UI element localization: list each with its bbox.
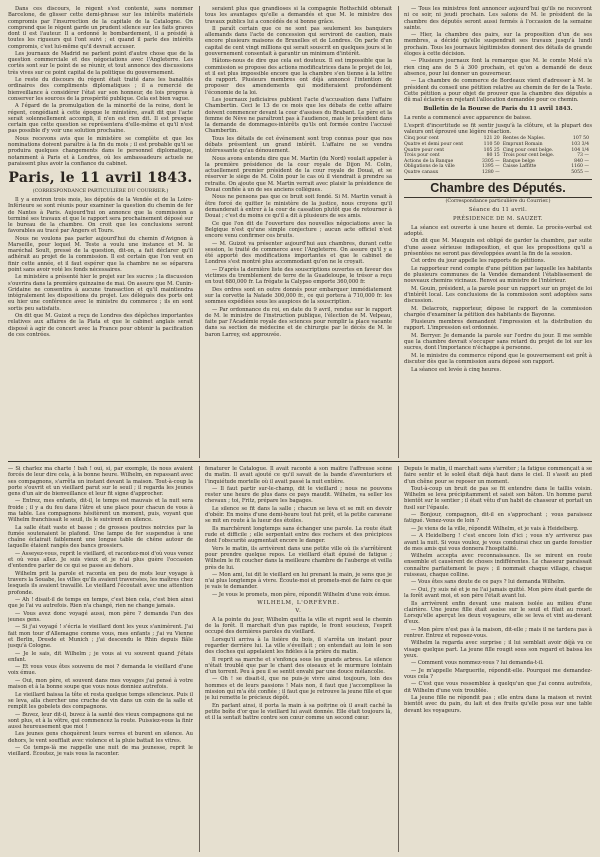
bourse-security-name: Cinq pour cent (404, 136, 439, 142)
bourse-quote: 1160 — (571, 164, 589, 170)
column-divider (398, 466, 399, 852)
bourse-quote: 73 — (577, 153, 589, 159)
col2-paragraph: — Par ordonnance du roi, en date du 9 avril, rendue sur le rapport de M. le ministre de l'instruction publique, l'élection de M. Velpeau, faite par l'Académie royale des sciences pour remplir la place vacante dans sa section de médecine et de chirurgie par le décès de M. le baron Larrey, est approuvée. (205, 306, 392, 338)
col1-paragraph: Nous recevons avis que le ministère se complète et que les nominations doivent paraître à la fin du mois ; il est probable qu'il se produira quelques changements dans le personnel diplomatique, notamment à Paris et à Londres, où les ambassadeurs actuels ne paraissent plus avoir la confiance du cabinet. (8, 135, 193, 167)
feuilleton-paragraph: — A Heidelberg ! c'est encore loin d'ici ; vous n'y arriverez pas avant la nuit. Si vous voulez, je vous conduirai chez un garde forestier de mes amis qui vous donnera l'hospitalité. (404, 533, 592, 552)
feuilleton-column-1 (8, 466, 193, 852)
bourse-security-name: Cinq pour cent belge. (502, 147, 554, 153)
bourse-quote: 1280 — (481, 170, 500, 175)
bourse-note: L'esprit d'incertitude se fit sentir jusqu'à la clôture, et la plupart des valeurs ont éprouvé une légère réaction. (404, 122, 592, 135)
col3-paragraph: La séance est ouverte à une heure et demie. Le procès-verbal est adopté. (404, 224, 592, 237)
bourse-security-name (503, 170, 567, 176)
feuilleton-paragraph: Vers le matin, ils arrivèrent dans une petite ville où ils s'arrêtèrent pour prendre quelque repos. Le vieillard était épuisé de fatigue ; Wilhelm le fit coucher dans la meilleure chambre de l'auberge et veilla près de lui. (205, 545, 392, 571)
bourse-quote: 110 50 (483, 142, 500, 148)
bourse-security-name: Quatre pour cent (404, 147, 445, 153)
feuilleton-paragraph: En parlant ainsi, il porta la main à sa poitrine où il avait caché la petite boîte d'or que le vieillard lui avait donnée. Elle était toujours là, et il la sentait battre contre son cœur comme un second cœur. (205, 702, 392, 722)
chapter-number: V. (295, 608, 302, 615)
feuilleton-paragraph: Wilhelm la regarda avec surprise ; il lui semblait avoir déjà vu ce visage quelque part. La jeune fille rougit sous son regard et baissa les yeux. (404, 640, 592, 659)
bourse-security-name: Actions de la Banque (404, 158, 454, 164)
feuilleton-paragraph: — Si j'ai voyagé ! s'écria le vieillard dont les yeux s'animèrent. J'ai fait mon tour d'Allemagne comme vous, mes enfants ; j'ai vu Vienne et Berlin, Dresde et Munich ; j'ai descendu le Rhin depuis Bâle jusqu'à Cologne. (8, 624, 193, 650)
bourse-security-name: Banque belge (502, 158, 535, 164)
feuilleton-paragraph: — Buvez, leur dit-il, buvez à la santé des vieux compagnons qui ne sont plus, et à la vôtre, qui commencez la route. Puissiez-vous la finir aussi heureusement que moi ! (8, 711, 193, 730)
chambre-heading: Chambre des Députés. (404, 179, 592, 198)
feuilleton-paragraph: — Il faut partir sur-le-champ, dit le vieillard ; nous ne pouvons rester une heure de plus dans ce pays maudit. Wilhelm, va seller les chevaux ; toi, Fritz, prépare les bagages. (205, 485, 392, 505)
column-2 (205, 6, 392, 458)
feuilleton-paragraph: — Comment vous nommez-vous ? lui demanda-t-il. (411, 660, 544, 667)
feuilleton-paragraph: A la pointe du jour, Wilhelm quitta la ville et reprit seul le chemin de la forêt. Il marchait d'un pas rapide, le front soucieux, l'esprit occupé des dernières paroles du vieillard. (205, 616, 392, 636)
feuilleton-paragraph: — Je vous le promets, mon père, répondit Wilhelm d'une voix émue. (212, 591, 391, 598)
feuilleton-paragraph: — Asseyez-vous, reprit le vieillard, et racontez-moi d'où vous venez et où vous allez. Je suis vieux et je n'ai plus guère l'occasion d'entendre parler de ce qui se passe au dehors. (8, 550, 193, 570)
bourse-quote: 103 3/4 (571, 142, 589, 148)
bourse-row (404, 170, 592, 176)
feuilleton-paragraph: — Si charlez ma charte ! bah ! oui, si, par exemple, ils nous avaient forcés de leur dire cela, à la bonne heure. Wilhelm, en repassant avec ses compagnons, s'arrêta un instant devant la maison. Tout-à-coup la porte s'ouvrit et un vieillard parut sur le seuil ; il regarda les jeunes gens d'un air de bienveillance et leur fit signe d'approcher. (8, 466, 193, 497)
col3-paragraph: On dit que M. Mauguin est obligé de garder la chambre, par suite d'une assez sérieuse indisposition, et que les propositions qu'il a présentées ne seront pas développées avant la fin de la session. (404, 238, 592, 257)
feuilleton-paragraph: Les jeunes gens choquèrent leurs verres et burent en silence. Au dehors, le vent soufflait avec violence et la pluie battait les vitres. (8, 731, 193, 744)
bourse-quote: 80 15 (486, 153, 500, 159)
feuilleton-paragraph: Ils marchèrent longtemps sans échanger une parole. La route était rude et difficile ; elle serpentait entre des rochers et des précipices dont l'obscurité augmentait encore le danger. (205, 525, 392, 545)
feuilleton-paragraph: Depuis le matin, il marchait sans s'arrêter ; la fatigue commençait à se faire sentir et le soleil était déjà haut dans le ciel. Il s'assit au pied d'un chêne pour se reposer un moment. (404, 466, 592, 485)
col1-paragraph: Dans ces discours, le régent s'est contenté, sans nommer Barcelone, de glisser cette demi-phrase sur les intérêts matériels compromis par l'insurrection de la capitale de la Catalogne. On comprend que le régent garde un prudent silence sur les faits graves dont il est l'auteur. Il a ordonné le bombardement, il a présidé à toutes les rigueurs qui l'ont suivi ; et quand il parle des intérêts compromis, c'est lui-même qu'il devrait accuser. (8, 6, 193, 50)
column-divider (199, 6, 200, 458)
col2-paragraph: Les journaux judiciaires publient l'acte d'accusation dans l'affaire Chambertin. Ceci le 13 de ce mois que les débats de cette affaire doivent commencer devant la cour d'assises du Brabant. Le père et la femme de Nève ne paraîtront pas à l'audience, mais le président dans la demande de dommages-intérêts qu'ils ont formée contre l'accusé Chambertin. (205, 97, 392, 135)
col3-paragraph: Plusieurs membres demandent l'impression et la distribution du rapport. L'impression est ordonnée. (404, 319, 592, 332)
feuilleton-separator (8, 461, 592, 462)
bourse-security-name: Trois pour cent (404, 153, 440, 159)
feuilleton-paragraph: — Je le sais, dit Wilhelm ; je vous ai vu souvent quand j'étais enfant. (8, 650, 193, 663)
col3-paragraph: M. Delacroix, rapporteur, dépose le rapport de la commission chargée d'examiner la pétition des habitants de Bayonne. (404, 305, 592, 318)
bourse-security-name: Rentes de Naples. (502, 136, 546, 142)
col1-paragraph: A l'égard de la promulgation de la minorité de la reine, dont le régent, congédiant à cette époque le ministère, avait dit que l'acte serait solennellement accompli, il n'en est rien dit. Il est presque certain que cette question se représentera d'elle-même et qu'il n'est pas possible d'y voir une solution prochaine. (8, 103, 193, 135)
col2-paragraph: Nous avons entendu dire que M. Martin (du Nord) voulait appeler à la première présidence de la cour royale de Dijon M. Colin, actuellement premier président de la cour royale de Douai, et se réserver le siège de M. Colin pour le cas où il viendrait à prendre sa retraite. On ajoute que M. Martin verrait avec plaisir la présidence de Douai confiée à un de ses anciens collègues. (205, 155, 392, 193)
feuilleton-column-3 (404, 466, 592, 852)
col2-paragraph: — D'après la dernière liste des souscriptions ouvertes en faveur des victimes du tremblement de terre de la Guadeloupe, le trésor a reçu en tout 680,000 fr. La frégate la Calypso emporte 360,000 fr. (205, 266, 392, 286)
bourse-quote: 5055 — (571, 170, 589, 175)
col1-paragraph: Il y a environ trois mois, les députés de la Vendée et de la Loire-Inférieure se sont réunis pour examiner la question du chemin de fer de Nantes à Paris. Aujourd'hui on annonce que la commission a terminé ses travaux et que le rapport sera prochainement déposé sur le bureau de la chambre. On croit que les conclusions seront favorables au tracé par Angers et Tours. (8, 197, 193, 235)
col3-paragraph: — Plusieurs journaux font la remarque que M. le comte Molé n'a rien cinq ans de 5 à 300 prochain, et qu'on a demandé de deux absence, pour lui donner un gouverneur. (404, 58, 592, 77)
col1-paragraph: On dit que M. Guizot a reçu de Londres des dépêches importantes relatives aux affaires de la Plata et que le cabinet anglais serait disposé à agir de concert avec la France pour obtenir la pacification de ces contrées. (8, 313, 193, 338)
feuilleton-paragraph: La salle était vaste et basse ; de grosses poutres noircies par la fumée soutenaient le plafond. Une lampe de fer suspendue à une chaîne éclairait faiblement une longue table de chêne autour de laquelle étaient rangés des bancs grossiers. (8, 524, 193, 550)
col3-paragraph: M. le ministre du commerce répond que le gouvernement est prêt à discuter dès que la commission aura déposé son rapport. (404, 352, 592, 366)
feuilleton-paragraph: Wilhelm prit la parole et raconta en peu de mots leur voyage à travers la Souabe, les villes qu'ils avaient traversées, les maîtres chez lesquels ils avaient travaillé. Le vieillard l'écoutait avec une attention profonde. (8, 570, 193, 596)
feuilleton-paragraph: — Je viens de la ville, répondit Wilhelm, et je vais à Heidelberg. (411, 525, 579, 532)
feuilleton-paragraph: — Entrez, mes enfants, dit-il, le temps est mauvais et la nuit sera froide ; il y a du feu dans l'âtre et une place pour chacun de vous à ma table. Les compagnons hésitèrent un moment, puis, voyant que Wilhelm franchissait le seuil, ils le suivirent en silence. (8, 498, 193, 524)
feuilleton-paragraph: Il reprit sa marche et s'enfonça sous les grands arbres. Le silence n'était troublé que par le chant des oiseaux et le murmure lointain d'un torrent. Peu à peu il se sentit envahi par une douce mélancolie. (205, 656, 392, 675)
feuilleton-paragraph: Tout-à-coup un bruit de pas se fit entendre dans le taillis voisin. Wilhelm se leva précipitamment et saisit son bâton. Un homme parut bientôt sur le sentier ; il était vêtu d'un habit de chasseur et portait un fusil sur l'épaule. (404, 485, 592, 511)
col3-paragraph: — Tous les ministres font annoncer aujourd'hui qu'ils ne recevront ni ce soir, ni jeudi prochain. Les salons de M. le président de la chambre des députés seront aussi fermés à l'occasion de la semaine sainte. (404, 6, 592, 31)
chambre-session-date: Séance du 11 avril. (468, 206, 528, 213)
feuilleton-paragraph: — Ah ! disait-il de temps en temps, c'est bien cela, c'est bien ainsi que je l'ai vu autrefois. Rien n'a changé, rien ne change jamais. (8, 596, 193, 610)
paris-dateline-sub: (CORRESPONDANCE PARTICULIÈRE DU COURRIER.) (32, 189, 169, 194)
feuilleton-paragraph: — Oui, mon père, et souvent dans mes voyages j'ai pensé à votre maison et à la bonne soupe que vous nous donniez autrefois. (8, 677, 193, 691)
bourse-table (404, 136, 592, 175)
col1-paragraph: Le reste du discours du régent était traité dans les banalités ordinaires des compliments diplomatiques ; il a remercié de bienveillance à considérer l'état sur son honneur, de lois propres à conserver les sources de la prospérité publique. Cela est bien vague. (8, 77, 193, 102)
feuilleton-paragraph: Le silence se fit dans la salle ; chacun se leva et se mit en devoir d'obéir. En moins d'une demi-heure tout fut prêt, et la petite caravane se mit en route à la lueur des étoiles. (205, 505, 392, 525)
feuilleton-paragraph: — Mon ami, lui dit le vieillard en lui prenant la main, je sens que je n'ai plus longtemps à vivre. Écoute-moi et promets-moi de faire ce que je vais te demander. (205, 571, 392, 591)
col3-paragraph: Cet ordre du jour appelle les rapports de pétitions. (411, 258, 546, 265)
feuilleton-paragraph: — Oh ! se disait-il, que ne puis-je vivre ainsi toujours, loin des hommes et de leurs passions ! Mais non, il faut que j'accomplisse la mission qui m'a été confiée ; il faut que je retrouve la jeune fille et que je lui remette le précieux dépôt. (205, 676, 392, 702)
chambre-presidency: PRÉSIDENCE DE M. SAUZET. (453, 215, 543, 222)
feuilleton-paragraph: — Bonjour, compagnon, dit-il en s'approchant ; vous paraissez fatigué. Venez-vous de loin ? (404, 512, 592, 525)
bourse-security-name: Caisse Laffitte (502, 164, 537, 170)
bourse-quote: 104 1/4 (571, 147, 589, 153)
col1-paragraph: Nous ne voulons pas parler aujourd'hui du chemin d'Avignon à Marseille, pour lequel M. Teste a voulu une instance et M. le maréchal Soult, pressé de la question, dit-on, a fait déclarer qu'il adhérait au projet de la commission. Il est certain que l'on veut en finir cette année, et il faut espérer que la chambre ne se séparera point sans avoir voté les fonds nécessaires. (8, 235, 193, 273)
col2-paragraph: Hâtons-nous de dire que cela est douteux. Il est impossible que la commission se propose des actions modificatrices dans le projet de loi, et il est plus impossible encore que la chambre s'en tienne à la lettre du rapport. Plusieurs membres ont déjà annoncé l'intention de proposer des amendements qui modifieraient profondément l'économie de la loi. (205, 58, 392, 96)
feuilleton-paragraph: — Oui, j'y suis né et je ne l'ai jamais quitté. Mon père était garde de la forêt avant moi, et son père l'était avant lui. (404, 586, 592, 600)
col3-paragraph: M. Berryer. Je demande la parole sur l'ordre du jour. Il me semble que la chambre devrait s'occuper sans retard du projet de loi sur les sucres, dont l'importance n'échappe à personne. (404, 332, 592, 352)
feuilleton-column-2 (205, 466, 392, 852)
bourse-quote: 3305 — (481, 158, 500, 164)
col2-paragraph: Des ordres sont en outre donnés pour embarquer immédiatement sur la corvette la Naïade 300,000 fr., ce qui portera à 710,000 fr. les sommes expédiées sous les auspices de la souscription. (205, 286, 392, 306)
feuilleton-paragraph: — Je m'appelle Marguerite, répondit-elle. Pourquoi me demandez-vous cela ? (404, 667, 592, 680)
bourse-quote: 840 — (574, 158, 589, 164)
col3-paragraph: Le rapporteur rend compte d'une pétition par laquelle les habitants de plusieurs communes de la Vendée demandent l'établissement de nouveaux chemins vicinaux. Renvoi au ministre de l'intérieur. (404, 265, 592, 285)
feuilleton-paragraph: Ils arrivèrent enfin devant une maison isolée au milieu d'une clairière. Une jeune fille était assise sur le seuil et filait au rouet. Lorsqu'elle aperçut les deux voyageurs, elle se leva et vint au-devant d'eux. (404, 600, 592, 626)
bourse-quote: 107 50 (572, 136, 589, 142)
bourse-security-name: Quatre canaux (404, 170, 439, 175)
bourse-quote: 105 25 (483, 147, 500, 153)
bourse-security-name: Trois pour cent belge. (502, 153, 555, 159)
bourse-bulletin-title: Bulletin de la Bourse de Paris du 11 avril 1843. (423, 106, 573, 113)
col1-paragraph: Les journaux de Madrid ne parlent point d'autre chose que de la question commerciale et des négociations avec l'Angleterre. Les cortès sont sur le point de se réunir, et tout annonce des discussions très vives sur ce point capital de la politique du gouvernement. (8, 50, 193, 76)
col2-paragraph: Ce que l'on dit de l'ouverture des nouvelles négociations avec la Belgique n'est qu'une simple conjecture ; aucun acte officiel n'est encore venu confirmer ces bruits. (205, 220, 392, 240)
chambre-subheading: (Correspondance particulière du Courrier.) (445, 198, 551, 204)
bourse-security-name: Obligations de la ville (404, 164, 455, 170)
bourse-quote: 121 20 (483, 136, 500, 142)
col3-paragraph: La séance est levée à cinq heures. (411, 366, 502, 373)
bourse-quote: 1395 — (481, 164, 500, 170)
feuilleton-paragraph: Lorsqu'il arriva à la lisière du bois, il s'arrêta un instant pour regarder derrière lui. La ville s'éveillait ; on entendait au loin le son des cloches qui appelaient les fidèles à la prière du matin. (205, 636, 392, 656)
col3-paragraph: — La chambre de commerce de Bordeaux vient d'adresser à M. le président du conseil une pétition relative au chemin de fer de la Teste. Cette pétition a pour objet de prouver que la chambre des députés a dû mal éclairée en rejetant l'allocation demandée pour ce chemin. (404, 78, 592, 104)
col2-paragraph: seraient plus que grandioses si la compagnie Rothschild obtenait tous les avantages qu'elle a demandés et que M. le ministre des travaux publics lui a concédés de si bonne grâce. (205, 6, 392, 25)
feuilleton-paragraph: — Vous êtes sans doute de ce pays ? lui demanda Wilhelm. (411, 579, 566, 586)
feuilleton-paragraph: — Ce temps-là me rappelle une nuit de ma jeunesse, reprit le vieillard. Écoutez, je vais vous la raconter. (8, 745, 193, 758)
feuilleton-paragraph: Wilhelm accepta avec reconnaissance. Ils se mirent en route ensemble et causèrent de choses indifférentes. Le chasseur paraissait connaître parfaitement le pays ; il nommait chaque village, chaque ruisseau, chaque colline. (404, 553, 592, 578)
col2-paragraph: — M. Guizot va présenter aujourd'hui aux chambres, durant cette session, le traité de commerce avec l'Angleterre. On assure qu'il y a été apporté des modifications importantes et que le cabinet de Londres s'est montré plus accommodant qu'on ne le croyait. (205, 240, 392, 266)
col3-paragraph: — Hier, la chambre des pairs, sur la proposition d'un de ses membres, a décidé qu'elle suspendrait ses travaux jusqu'à lundi prochain. Tous les journaux légitimistes donnent des détails de grande éloges à cette décision. (404, 32, 592, 57)
column-divider (398, 6, 399, 458)
chapter-heading: WILHELM, L'ORFÈVRE. (257, 600, 340, 607)
bourse-security-name: Quatre et demi pour cent (404, 142, 464, 148)
col3-paragraph: M. Gouin, président, a la parole pour un rapport sur un projet de loi d'intérêt local. Les conclusions de la commission sont adoptées sans discussion. (404, 285, 592, 305)
paris-dateline: Paris, le 11 avril 1843. (8, 170, 193, 186)
feuilleton-paragraph: La jeune fille ne répondit pas ; elle entra dans la maison et revint bientôt avec du pain, du lait et des fruits qu'elle posa sur une table devant les voyageurs. (404, 695, 592, 714)
bourse-note: La rente a commencé avec apparence de baisse. (404, 115, 532, 122)
col1-paragraph: Le ministère a présenté hier le projet sur les sucres ; la discussion s'ouvrira dans la première quinzaine de mai. On assure que M. Cunin-Gridaine ne consentira à aucune transaction et qu'il maintiendra intégralement les dispositions du projet. Les délégués des ports ont eu hier une conférence avec le ministre du commerce ; ils en sont sortis peu satisfaits. (8, 274, 193, 312)
feuilleton-paragraph: — C'est que vous ressemblez à quelqu'un que j'ai connu autrefois, dit Wilhelm d'une voix troublée. (404, 681, 592, 694)
column-3 (404, 6, 592, 458)
feuilleton-paragraph: — Vous avez donc voyagé aussi, mon père ? demanda l'un des jeunes gens. (8, 610, 193, 623)
col2-paragraph: Nous ne pensons pas que ce bruit soit fondé. Si M. Martin venait à être forcé de quitter le ministère de la justice, nous croyons qu'il demanderait à entrer à la cour de cassation plutôt que de retourner à Douai ; c'est du moins ce qu'il a dit à plusieurs de ses amis. (205, 194, 392, 220)
feuilleton-paragraph: — Et vous vous êtes souvenu de moi ? demanda le vieillard d'une voix émue. (8, 664, 193, 677)
column-1 (8, 6, 193, 458)
feuilleton-paragraph: fenaturer le Catalogue. Il avait raconté à son maître l'affreuse scène du matin. Il avait ajouté ce qu'il savait de la bande d'aventuriers et l'inquiétude mortelle où il avait passé la nuit entière. (205, 466, 392, 485)
feuilleton-paragraph: Le vieillard baissa la tête et resta quelque temps silencieux. Puis il se leva, alla chercher une cruche de vin dans un coin de la salle et remplit les gobelets des compagnons. (8, 691, 193, 711)
col2-paragraph: Il paraît certain que ce ne sont pas seulement les banquiers allemands dans l'acte de concession qui serviront de caution, mais encore plusieurs maisons de Bruxelles et de Londres. On parle d'un capital de cent vingt millions qui serait souscrit en quelques jours si le gouvernement consentait à garantir un minimum d'intérêt. (205, 25, 392, 57)
bourse-security-name: Emprunt Romain (502, 142, 543, 148)
feuilleton-paragraph: — Mon père n'est pas à la maison, dit-elle ; mais il ne tardera pas à rentrer. Entrez et reposez-vous. (404, 626, 592, 639)
column-divider (199, 466, 200, 852)
col2-paragraph: Tous les détails de cet événement sont trop connus pour que nos débats présentent un grand intérêt. L'affaire ne se vendra intéressante qu'au dénouement. (205, 135, 392, 155)
